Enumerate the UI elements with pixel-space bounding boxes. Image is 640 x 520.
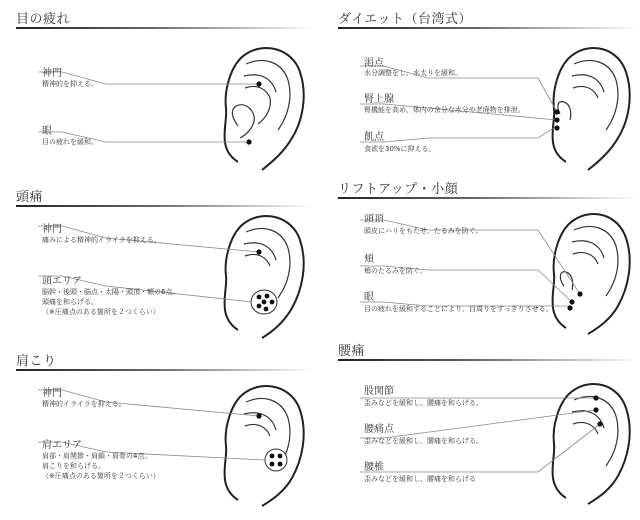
point-label: 腰椎 xyxy=(364,462,384,473)
point-marker xyxy=(246,139,251,144)
title-underline xyxy=(338,197,638,199)
point-desc: 目の疲れを緩和。 xyxy=(42,138,98,146)
point-marker xyxy=(569,299,574,304)
point-label: 頭エリア xyxy=(42,276,82,287)
point-marker xyxy=(256,81,261,86)
panel-title: 頭痛 xyxy=(16,190,44,205)
point-marker xyxy=(270,300,275,305)
point-marker xyxy=(265,294,270,299)
title-underline xyxy=(338,359,638,361)
point-label: 頬 xyxy=(364,254,374,265)
point-marker xyxy=(593,395,598,400)
point-label: 眼 xyxy=(42,126,52,137)
point-marker xyxy=(262,300,267,305)
point-desc: 頭皮にハリをもたせ、たるみを防ぐ。 xyxy=(364,227,483,235)
point-desc: 痛みによる精神的イライラを抑える。 xyxy=(42,236,161,244)
point-desc: （※圧痛点のある箇所を２つくらい） xyxy=(42,472,160,480)
point-desc: 頬のたるみを防ぐ。 xyxy=(364,267,427,275)
point-desc: 歪みなどを緩和し、腰痛を和らげる。 xyxy=(364,437,483,445)
panel-lift-up xyxy=(338,178,640,348)
point-marker xyxy=(278,462,283,467)
point-desc: 肩部・肩関節・肩鎖・肩骨の4点。 xyxy=(42,452,152,460)
ear-diagram xyxy=(16,186,328,356)
ear-diagram xyxy=(338,178,638,346)
point-desc: 精神的を抑える。 xyxy=(42,80,98,88)
point-label: 飢点 xyxy=(364,132,384,143)
point-desc: 頭痛を和らげる。 xyxy=(42,298,98,306)
title-underline xyxy=(16,27,316,29)
point-marker xyxy=(593,407,598,412)
point-marker xyxy=(554,125,559,130)
panel-title: 腰痛 xyxy=(338,344,366,359)
point-label: 眼 xyxy=(364,292,374,303)
ear-diagram xyxy=(16,8,328,178)
point-label: 神門 xyxy=(42,224,62,235)
point-marker xyxy=(270,454,275,459)
point-marker xyxy=(257,304,262,309)
point-desc: 目の疲れを緩和することにより、目周りをすっきりさせる。 xyxy=(364,305,553,313)
point-label: 渇点 xyxy=(364,58,384,69)
title-underline xyxy=(338,27,638,29)
point-marker xyxy=(264,307,269,312)
point-label: 神門 xyxy=(42,388,62,399)
panel-title: 肩こり xyxy=(16,354,57,369)
panel-stiff-shoulder xyxy=(16,350,328,520)
point-marker xyxy=(257,295,262,300)
point-desc: 歪みなどを緩和し、腰痛を和らげる xyxy=(364,475,476,483)
point-marker xyxy=(554,117,559,122)
point-marker xyxy=(554,109,559,114)
panel-eye-fatigue xyxy=(16,8,328,178)
shoulder-area xyxy=(265,449,287,471)
point-desc: 精神的イライラを抑える。 xyxy=(42,400,126,408)
point-marker xyxy=(270,462,275,467)
point-label: 肩エリア xyxy=(42,440,82,451)
panel-headache xyxy=(16,186,328,356)
point-label: 神門 xyxy=(42,68,62,79)
panel-back-pain xyxy=(338,340,640,510)
point-label: 頭頂 xyxy=(364,214,384,225)
title-underline xyxy=(16,205,316,207)
panel-title: 目の疲れ xyxy=(16,12,71,27)
point-desc: 水分調整をし、水太りを緩和。 xyxy=(364,69,462,77)
point-marker xyxy=(256,249,261,254)
point-marker xyxy=(567,305,572,310)
point-desc: 食欲を30%に抑える。 xyxy=(364,145,436,153)
panel-title: リフトアップ・小顔 xyxy=(338,182,459,197)
point-desc: （※圧痛点のある箇所を２つくらい） xyxy=(42,308,160,316)
title-underline xyxy=(16,369,316,371)
point-label: 股関節 xyxy=(364,386,394,397)
panel-diet xyxy=(338,8,640,178)
point-desc: 肩こりを和らげる。 xyxy=(42,462,105,470)
point-desc: 腎機能を高め、体内の余分な水分や老廃物を排泄。 xyxy=(364,106,525,114)
point-marker xyxy=(577,291,582,296)
point-desc: 歪みなどを緩和し、腰痛を和らげる。 xyxy=(364,399,483,407)
point-marker xyxy=(597,421,602,426)
point-label: 腎上腺 xyxy=(364,94,394,105)
panel-title: ダイエット（台湾式） xyxy=(338,12,472,27)
point-marker xyxy=(278,454,283,459)
point-desc: 脳幹・後頭・脳点・太陽・頭頂・額の6点。 xyxy=(42,288,180,296)
point-marker xyxy=(256,413,261,418)
point-label: 腰痛点 xyxy=(364,424,394,435)
ear-diagram xyxy=(16,350,328,512)
